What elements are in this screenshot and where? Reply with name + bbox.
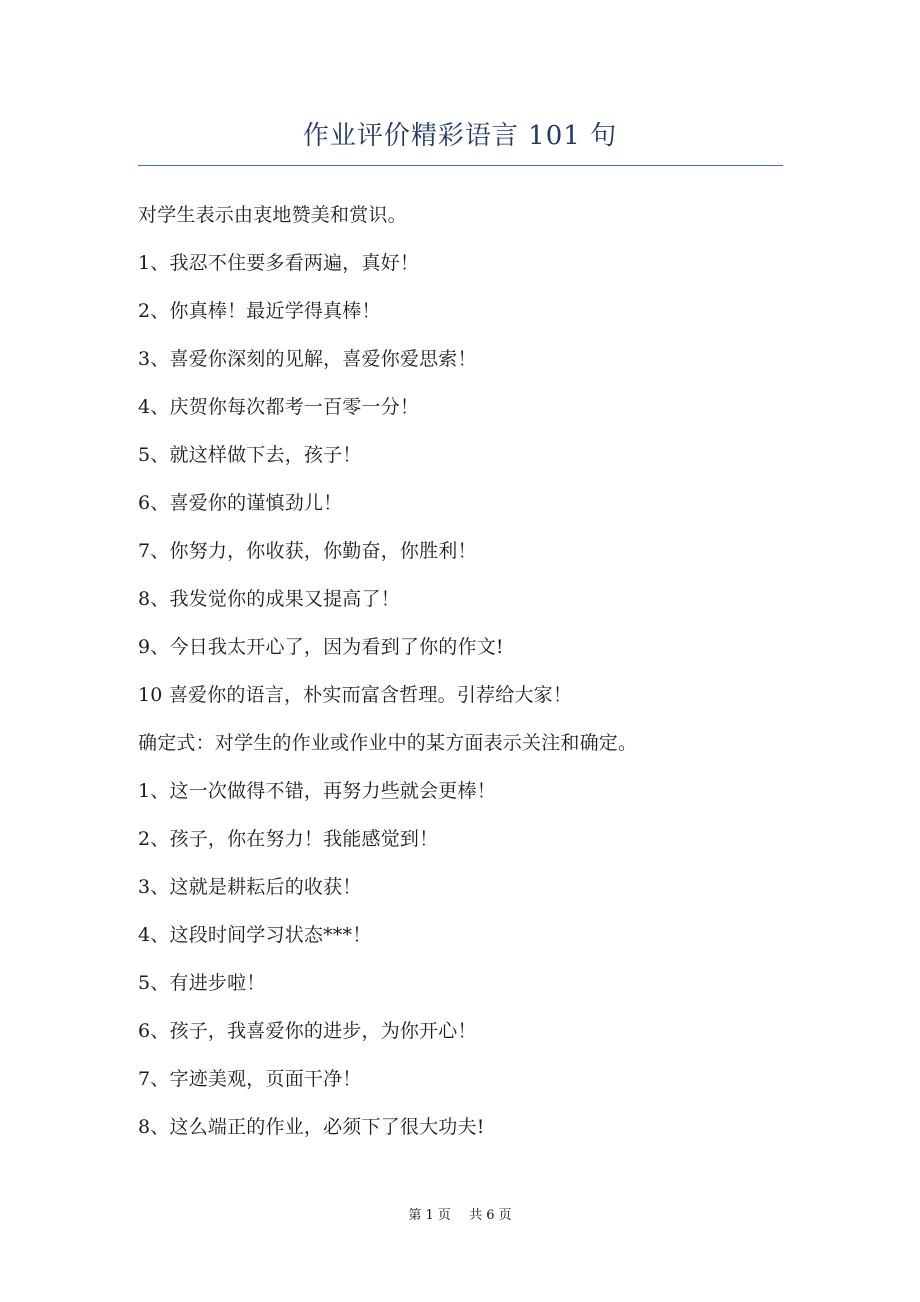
list-item: 4、这段时间学习状态***！ [138, 924, 372, 946]
list-item: 8、我发觉你的成果又提高了！ [138, 588, 400, 610]
list-item: 5、就这样做下去，孩子！ [138, 444, 362, 466]
list-item: 9、今日我太开心了，因为看到了你的作文! [138, 636, 504, 658]
title-divider [138, 165, 783, 166]
page-total: 共 6 页 [469, 1208, 512, 1223]
list-item: 10 喜爱你的语言，朴实而富含哲理。引荐给大家！ [138, 684, 573, 706]
list-item: 7、字迹美观，页面干净！ [138, 1068, 362, 1090]
list-item: 2、孩子，你在努力！我能感觉到！ [138, 828, 439, 850]
section-heading-praise: 对学生表示由衷地赞美和赏识。 [138, 204, 407, 226]
section-heading-affirmation: 确定式：对学生的作业或作业中的某方面表示关注和确定。 [138, 732, 638, 754]
document-body [138, 193, 788, 1153]
list-item: 4、庆贺你每次都考一百零一分！ [138, 396, 420, 418]
list-item: 6、喜爱你的谨慎劲儿！ [138, 492, 343, 514]
list-item: 1、这一次做得不错，再努力些就会更棒！ [138, 780, 496, 802]
list-item: 1、我忍不住要多看两遍，真好！ [138, 252, 420, 274]
page-title: 作业评价精彩语言 101 句 [302, 121, 618, 151]
list-item: 3、这就是耕耘后的收获！ [138, 876, 362, 898]
list-item: 3、喜爱你深刻的见解，喜爱你爱思索！ [138, 348, 477, 370]
page-footer [0, 1206, 920, 1226]
list-item: 5、有进步啦！ [138, 972, 266, 994]
list-item: 2、你真棒！最近学得真棒！ [138, 300, 381, 322]
list-item: 6、孩子，我喜爱你的进步，为你开心！ [138, 1020, 477, 1042]
list-item: 7、你努力，你收获，你勤奋，你胜利！ [138, 540, 477, 562]
page-number: 第 1 页 [408, 1208, 451, 1223]
list-item: 8、这么端正的作业，必须下了很大功夫! [138, 1116, 485, 1138]
